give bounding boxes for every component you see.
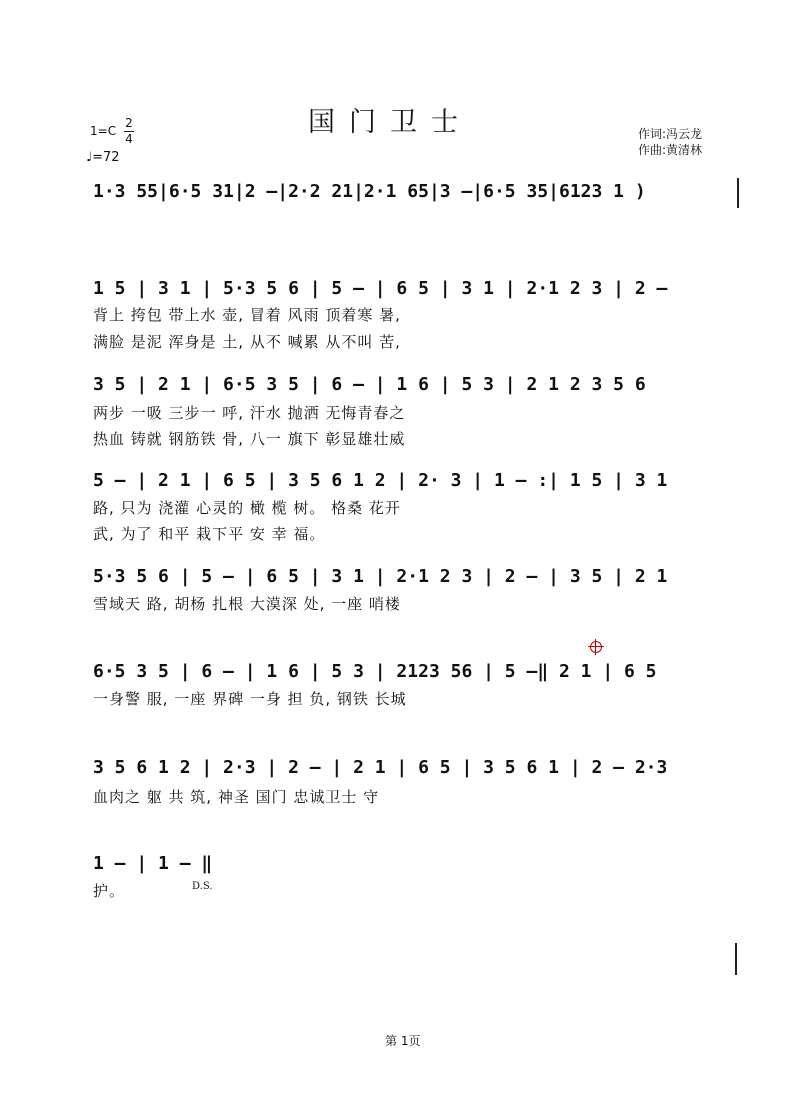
key-signature: 1=C bbox=[90, 124, 117, 138]
tempo-marking: ♩=72 bbox=[86, 150, 120, 165]
system-8-notes: 1 – | 1 – ‖ bbox=[93, 853, 213, 874]
system-1-notes: 1·3 55|6·5 31|2 –|2·2 21|2·1 65|3 –|6·5 35|6123 1 ) bbox=[93, 181, 646, 202]
system-1-end-barline bbox=[737, 178, 739, 208]
credits bbox=[638, 126, 702, 158]
time-sig-bottom: 4 bbox=[125, 132, 133, 146]
system-6-notes: 6·5 3 5 | 6 – | 1 6 | 5 3 | 2123 56 | 5 –‖ 2 1 | 6 5 bbox=[93, 661, 657, 682]
system-4-lyric-2: 武, 为了 和平 栽下平 安 幸 福。 bbox=[93, 525, 326, 543]
system-3-lyric-2: 热血 铸就 钢筋铁 骨, 八一 旗下 彰显雄壮威 bbox=[93, 430, 406, 448]
system-5-lyric-1: 雪域天 路, 胡杨 扎根 大漠深 处, 一座 哨楼 bbox=[93, 595, 401, 613]
song-title: 国门卫士 bbox=[308, 107, 472, 138]
system-5-notes: 5·3 5 6 | 5 – | 6 5 | 3 1 | 2·1 2 3 | 2 – | 3 5 | 2 1 bbox=[93, 566, 668, 587]
time-sig-top: 2 bbox=[125, 116, 133, 130]
time-signature bbox=[124, 116, 134, 147]
system-7-lyric-1: 血肉之 躯 共 筑, 神圣 国门 忠诚卫士 守 bbox=[93, 788, 380, 806]
final-barline bbox=[735, 943, 737, 975]
system-2-notes: 1 5 | 3 1 | 5·3 5 6 | 5 – | 6 5 | 3 1 | 2·1 2 3 | 2 – bbox=[93, 278, 668, 299]
segno-coda-mark bbox=[590, 641, 602, 653]
page-number: 第 1页 bbox=[385, 1034, 421, 1048]
system-3-notes: 3 5 | 2 1 | 6·5 3 5 | 6 – | 1 6 | 5 3 | 2 1 2 3 5 6 bbox=[93, 374, 646, 395]
composer: 作曲:黄清林 bbox=[638, 143, 703, 157]
system-3-lyric-1: 两步 一吸 三步一 呼, 汗水 抛洒 无悔青春之 bbox=[93, 404, 406, 422]
system-2-lyric-2: 满脸 是泥 浑身是 土, 从不 喊累 从不叫 苦, bbox=[93, 333, 401, 351]
system-4-lyric-1: 路, 只为 浇灌 心灵的 橄 榄 树。 格桑 花开 bbox=[93, 499, 401, 517]
lyricist: 作词:冯云龙 bbox=[638, 127, 703, 141]
system-8-lyric-1: 护。 bbox=[93, 882, 126, 900]
system-6-lyric-1: 一身警 服, 一座 界碑 一身 担 负, 钢铁 长城 bbox=[93, 690, 407, 708]
system-7-notes: 3 5 6 1 2 | 2·3 | 2 – | 2 1 | 6 5 | 3 5 6 1 | 2 – 2·3 bbox=[93, 757, 668, 778]
ds-marking: D.S. bbox=[192, 881, 213, 892]
system-2-lyric-1: 背上 挎包 带上水 壶, 冒着 风雨 顶着寒 暑, bbox=[93, 306, 401, 324]
system-4-notes: 5 – | 2 1 | 6 5 | 3 5 6 1 2 | 2· 3 | 1 – :| 1 5 | 3 1 bbox=[93, 470, 668, 491]
